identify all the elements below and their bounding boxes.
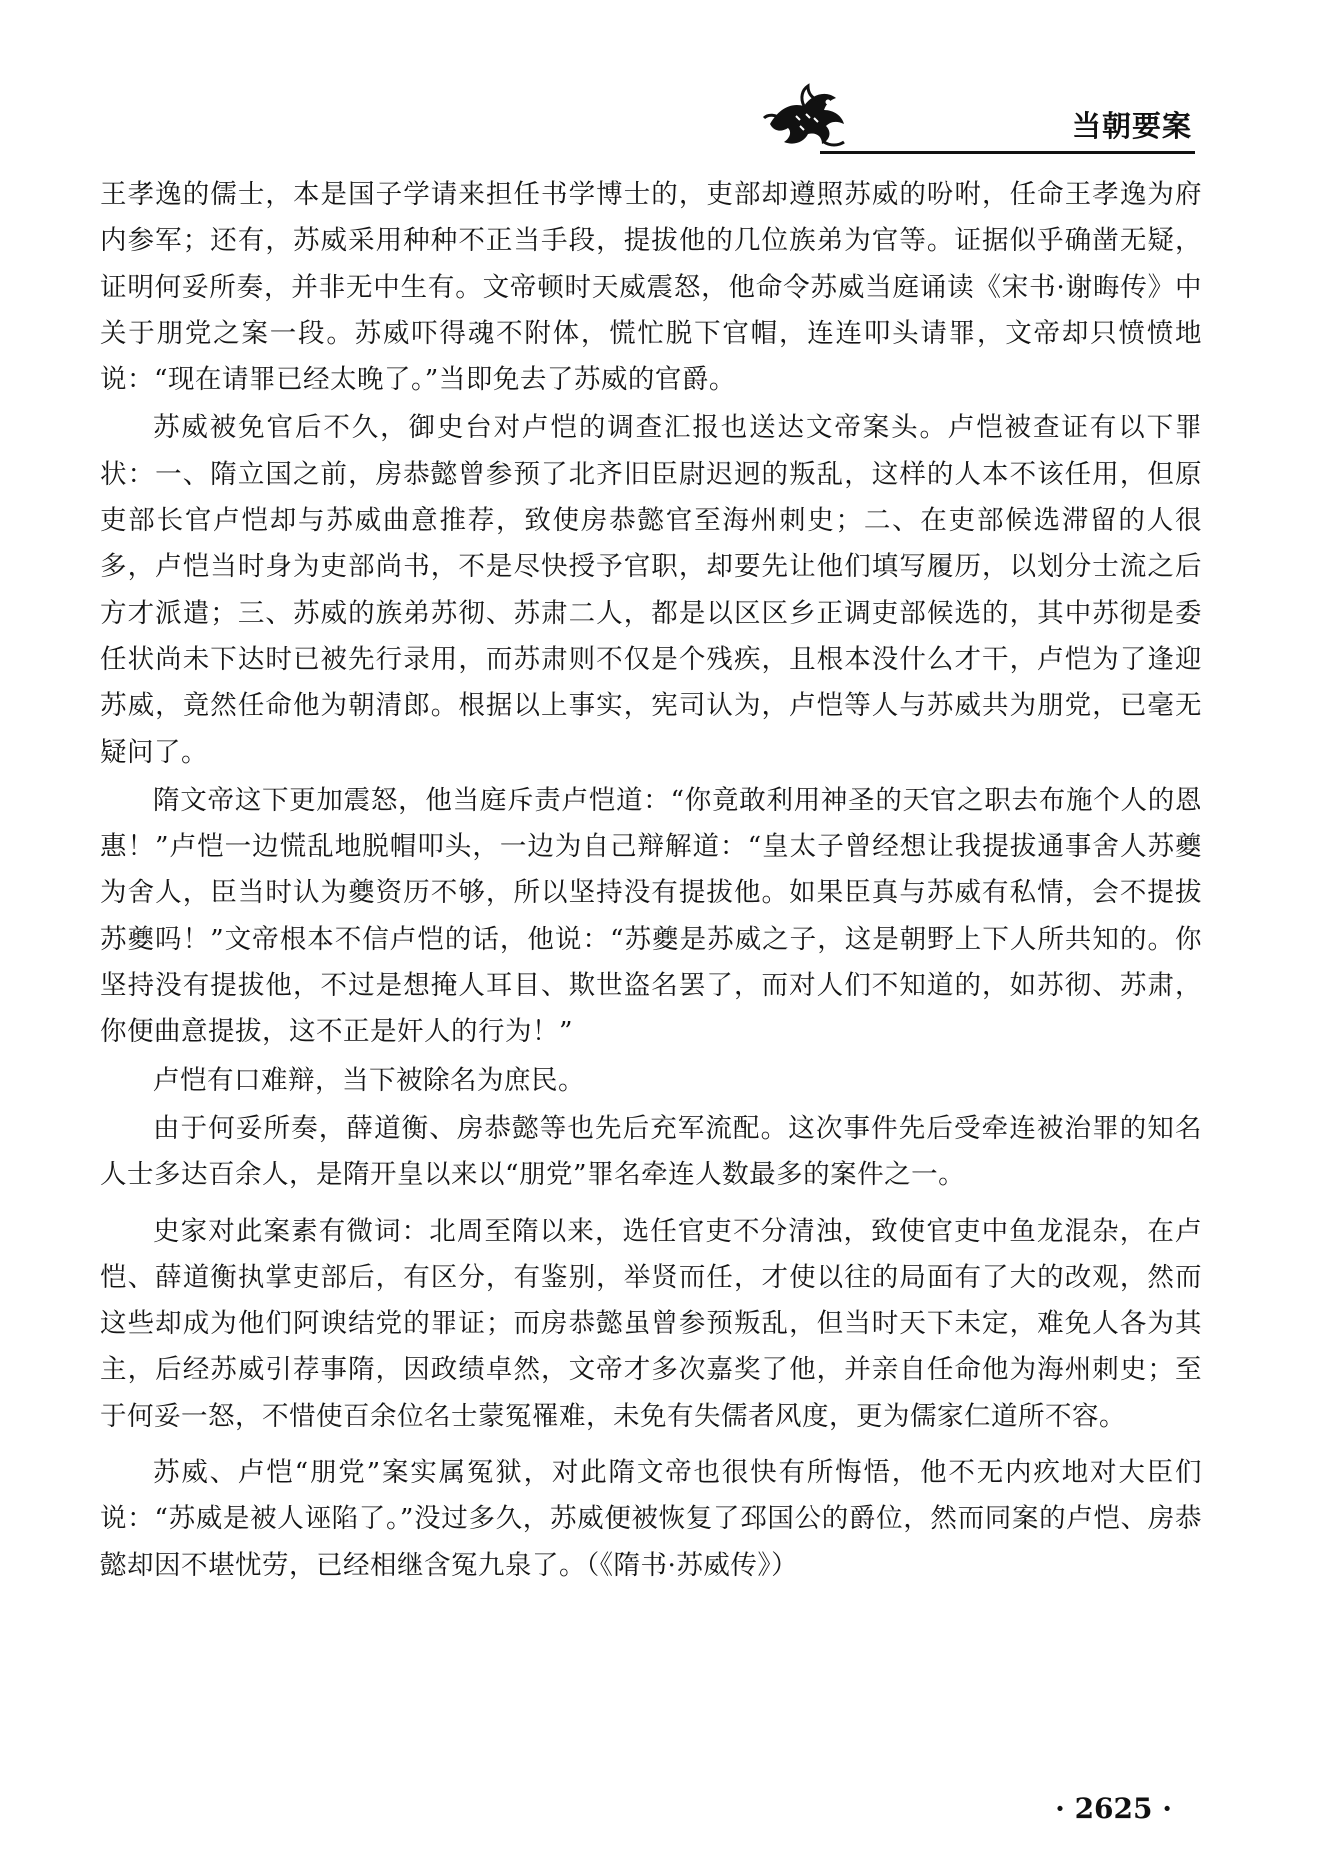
header-rule	[820, 151, 1195, 154]
paragraph-5: 由于何妥所奏，薛道衡、房恭懿等也先后充军流配。这次事件先后受牵连被治罪的知名人士多达百余人，是隋开皇以来以“朋党”罪名牵连人数最多的案件之一。	[100, 1112, 1202, 1191]
paragraph-2: 苏威被免官后不久，御史台对卢恺的调查汇报也送达文帝案头。卢恺被查证有以下罪状：一、隋立国之前，房恭懿曾参预了北齐旧臣尉迟迥的叛乱，这样的人本不该任用，但原吏部长官卢恺却与苏威曲意推荐，致使房恭懿官至海州刺史；二、在吏部候选滞留的人很多，卢恺当时身为吏部尚书，不是尽快授予官职，却要先让他们填写履历，以划分士流之后方才派遣；三、苏威的族弟苏彻、苏肃二人，都是以区区乡正调吏部候选的，其中苏彻是委任状尚未下达时已被先行录用，而苏肃则不仅是个残疾，且根本没什么才干，卢恺为了逢迎苏威，竟然任命他为朝清郎。根据以上事实，宪司认为，卢恺等人与苏威共为朋党，已毫无疑问了。	[100, 412, 1202, 768]
dragon-emblem-icon	[760, 80, 852, 152]
body-text	[100, 172, 1202, 1591]
paragraph-3: 隋文帝这下更加震怒，他当庭斥责卢恺道：“你竟敢利用神圣的天官之职去布施个人的恩惠！”卢恺一边慌乱地脱帽叩头，一边为自己辩解道：“皇太子曾经想让我提拔通事舍人苏夔为舍人，臣当时认为夔资历不够，所以坚持没有提拔他。如果臣真与苏威有私情，会不提拔苏夔吗！”文帝根本不信卢恺的话，他说：“苏夔是苏威之子，这是朝野上下人所共知的。你坚持没有提拔他，不过是想掩人耳目、欺世盗名罢了，而对人们不知道的，如苏彻、苏肃，你便曲意提拔，这不正是奸人的行为！”	[100, 784, 1202, 1048]
paragraph-7: 苏威、卢恺“朋党”案实属冤狱，对此隋文帝也很快有所悔悟，他不无内疚地对大臣们说：“苏威是被人诬陷了。”没过多久，苏威便被恢复了邳国公的爵位，然而同案的卢恺、房恭懿却因不堪忧劳，已经相继含冤九泉了。（《隋书·苏威传》）	[100, 1457, 1202, 1581]
paragraph-4: 卢恺有口难辩，当下被除名为庶民。	[153, 1064, 585, 1096]
running-header	[760, 80, 1200, 160]
running-header-title: 当朝要案	[1071, 109, 1192, 143]
paragraph-6: 史家对此案素有微词：北周至隋以来，选任官吏不分清浊，致使官吏中鱼龙混杂，在卢恺、薛道衡执掌吏部后，有区分，有鉴别，举贤而任，才使以往的局面有了大的改观，然而这些却成为他们阿谀结党的罪证；而房恭懿虽曾参预叛乱，但当时天下未定，难免人各为其主，后经苏威引荐事隋，因政绩卓然，文帝才多次嘉奖了他，并亲自任命他为海州刺史；至于何妥一怒，不惜使百余位名士蒙冤罹难，未免有失儒者风度，更为儒家仁道所不容。	[100, 1215, 1202, 1432]
page-number: · 2625 ·	[1055, 1792, 1172, 1825]
paragraph-1: 王孝逸的儒士，本是国子学请来担任书学博士的，吏部却遵照苏威的吩咐，任命王孝逸为府内参军；还有，苏威采用种种不正当手段，提拔他的几位族弟为官等。证据似乎确凿无疑，证明何妥所奏，并非无中生有。文帝顿时天威震怒，他命令苏威当庭诵读《宋书·谢晦传》中关于朋党之案一段。苏威吓得魂不附体，慌忙脱下官帽，连连叩头请罪，文帝却只愤愤地说：“现在请罪已经太晚了。”当即免去了苏威的官爵。	[100, 179, 1202, 396]
